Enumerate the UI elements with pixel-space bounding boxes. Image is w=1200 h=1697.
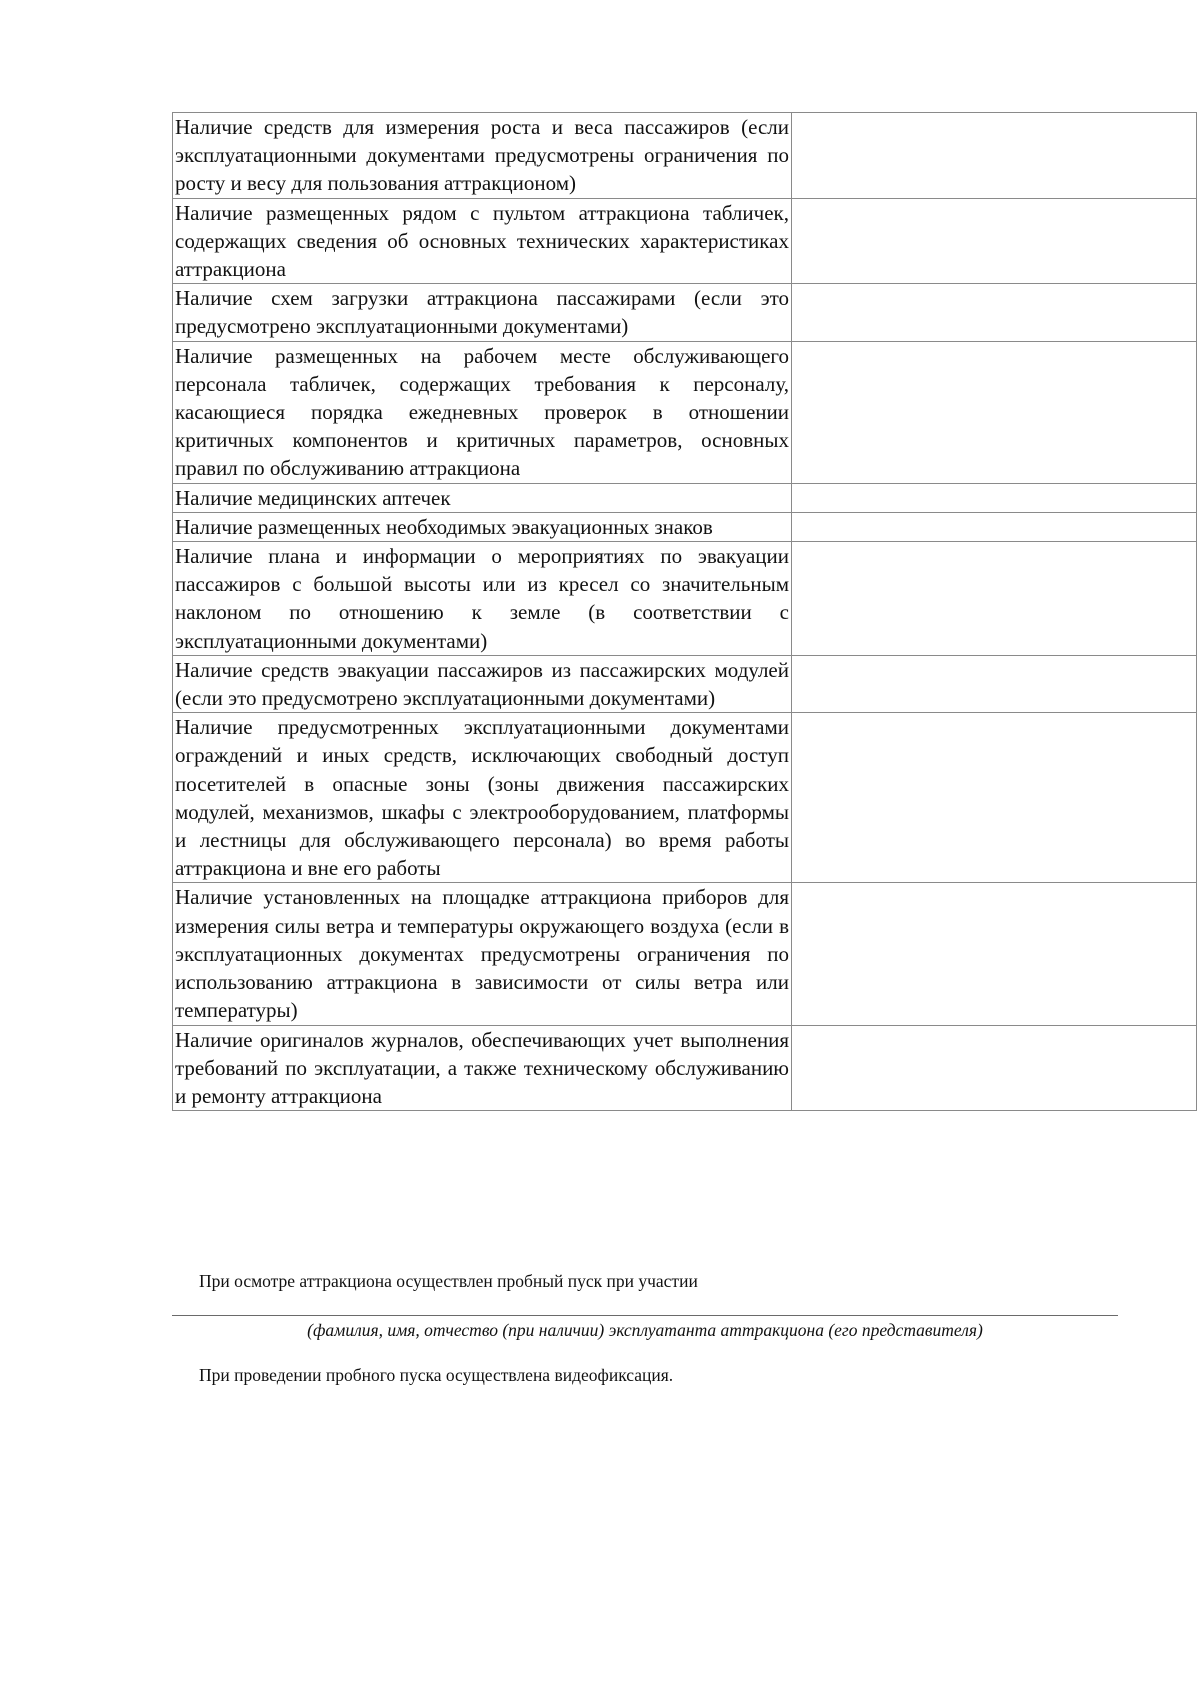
requirement-cell: Наличие размещенных необходимых эвакуационных знаков: [173, 512, 792, 541]
checklist-body: [173, 113, 1197, 1111]
table-row: [173, 284, 1197, 341]
table-row: [173, 483, 1197, 512]
result-cell[interactable]: [792, 284, 1197, 341]
video-recording-statement: При проведении пробного пуска осуществлена видеофиксация.: [199, 1365, 674, 1385]
table-row: [173, 883, 1197, 1025]
signature-caption: (фамилия, имя, отчество (при наличии) эксплуатанта аттракциона (его представителя): [307, 1320, 983, 1340]
result-cell[interactable]: [792, 542, 1197, 656]
table-row: [173, 198, 1197, 284]
table-row: [173, 542, 1197, 656]
result-cell[interactable]: [792, 483, 1197, 512]
result-cell[interactable]: [792, 883, 1197, 1025]
result-cell[interactable]: [792, 713, 1197, 883]
requirement-cell: Наличие медицинских аптечек: [173, 483, 792, 512]
result-cell[interactable]: [792, 341, 1197, 483]
requirement-cell: Наличие предусмотренных эксплуатационными документами ограждений и иных средств, исключающих свободный доступ посетителей в опасные зоны (зоны движения пассажирских модулей, механизмов, шкафы с электрооборудованием, платформы и лестницы для обслуживающего персонала) во время работы аттракциона и вне его работы: [173, 713, 792, 883]
table-row: [173, 113, 1197, 199]
table-row: [173, 655, 1197, 712]
table-row: [173, 512, 1197, 541]
signature-line[interactable]: [172, 1315, 1118, 1316]
requirement-cell: Наличие установленных на площадке аттракциона приборов для измерения силы ветра и температуры окружающего воздуха (если в эксплуатационных документах предусмотрены ограничения по использованию аттракциона в зависимости от силы ветра или температуры): [173, 883, 792, 1025]
requirement-cell: Наличие средств эвакуации пассажиров из пассажирских модулей (если это предусмотрено эксплуатационными документами): [173, 655, 792, 712]
requirement-cell: Наличие размещенных рядом с пультом аттракциона табличек, содержащих сведения об основных технических характеристиках аттракциона: [173, 198, 792, 284]
result-cell[interactable]: [792, 113, 1197, 199]
table-row: [173, 713, 1197, 883]
result-cell[interactable]: [792, 1025, 1197, 1111]
requirement-cell: Наличие схем загрузки аттракциона пассажирами (если это предусмотрено эксплуатационными документами): [173, 284, 792, 341]
requirement-cell: Наличие оригиналов журналов, обеспечивающих учет выполнения требований по эксплуатации, а также техническому обслуживанию и ремонту аттракциона: [173, 1025, 792, 1111]
requirement-cell: Наличие плана и информации о мероприятиях по эвакуации пассажиров с большой высоты или из кресел со значительным наклоном по отношению к земле (в соответствии с эксплуатационными документами): [173, 542, 792, 656]
requirement-cell: Наличие размещенных на рабочем месте обслуживающего персонала табличек, содержащих требования к персоналу, касающиеся порядка ежедневных проверок в отношении критичных компонентов и критичных параметров, основных правил по обслуживанию аттракциона: [173, 341, 792, 483]
table-row: [173, 341, 1197, 483]
result-cell[interactable]: [792, 655, 1197, 712]
requirement-cell: Наличие средств для измерения роста и веса пассажиров (если эксплуатационными документами предусмотрены ограничения по росту и весу для пользования аттракционом): [173, 113, 792, 199]
trial-run-statement: При осмотре аттракциона осуществлен пробный пуск при участии: [199, 1271, 698, 1291]
result-cell[interactable]: [792, 512, 1197, 541]
inspection-checklist-table: [172, 112, 1197, 1111]
table-row: [173, 1025, 1197, 1111]
result-cell[interactable]: [792, 198, 1197, 284]
